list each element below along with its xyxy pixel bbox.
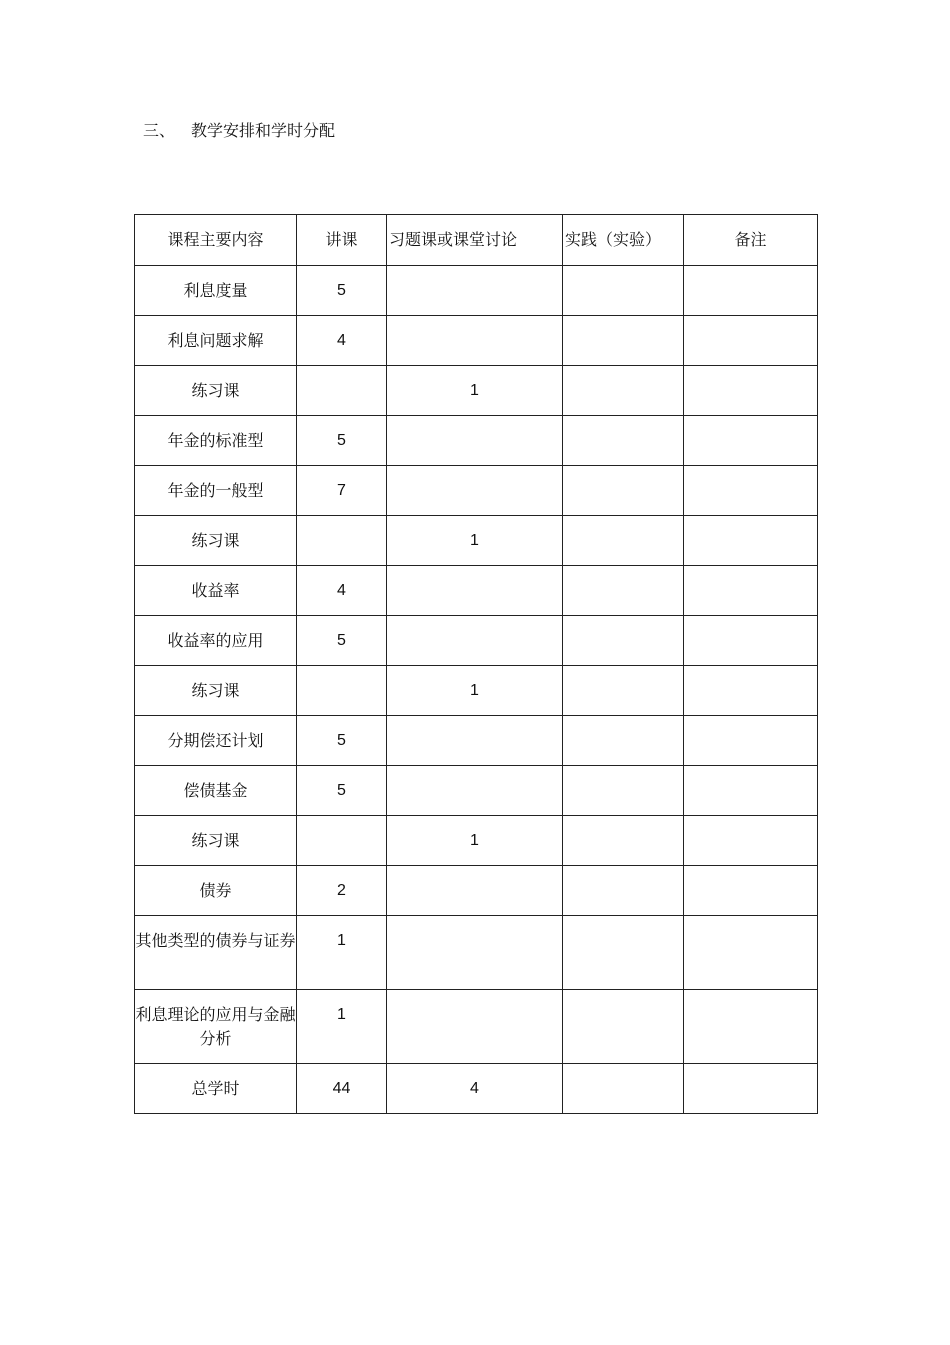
cell-lecture: 44 [297, 1064, 387, 1114]
table-row [135, 516, 818, 566]
cell-exercise [387, 766, 563, 816]
table-row [135, 816, 818, 866]
cell-content: 利息理论的应用与金融分析 [135, 990, 297, 1064]
cell-notes [684, 566, 818, 616]
cell-exercise: 1 [387, 816, 563, 866]
cell-content: 债券 [135, 866, 297, 916]
cell-practice [563, 666, 684, 716]
table-row [135, 666, 818, 716]
cell-lecture [297, 516, 387, 566]
cell-exercise [387, 716, 563, 766]
cell-notes [684, 916, 818, 990]
cell-notes [684, 616, 818, 666]
cell-practice [563, 766, 684, 816]
cell-content: 分期偿还计划 [135, 716, 297, 766]
cell-notes [684, 816, 818, 866]
cell-notes [684, 516, 818, 566]
header-notes: 备注 [684, 215, 818, 266]
table-row [135, 916, 818, 990]
table-row [135, 466, 818, 516]
cell-notes [684, 766, 818, 816]
table-row [135, 866, 818, 916]
cell-content: 利息问题求解 [135, 316, 297, 366]
cell-lecture: 5 [297, 416, 387, 466]
cell-exercise [387, 616, 563, 666]
cell-lecture: 4 [297, 566, 387, 616]
cell-practice [563, 516, 684, 566]
cell-practice [563, 816, 684, 866]
table-row [135, 566, 818, 616]
cell-exercise: 1 [387, 666, 563, 716]
cell-notes [684, 866, 818, 916]
header-practice: 实践（实验） [563, 215, 684, 266]
cell-notes [684, 266, 818, 316]
cell-notes [684, 366, 818, 416]
cell-exercise: 1 [387, 366, 563, 416]
cell-notes [684, 716, 818, 766]
cell-practice [563, 916, 684, 990]
cell-lecture: 7 [297, 466, 387, 516]
cell-lecture [297, 816, 387, 866]
table-row [135, 716, 818, 766]
cell-notes [684, 666, 818, 716]
cell-content: 练习课 [135, 666, 297, 716]
schedule-table [134, 214, 818, 1114]
table-row [135, 366, 818, 416]
cell-practice [563, 466, 684, 516]
table-row [135, 616, 818, 666]
cell-content: 收益率 [135, 566, 297, 616]
cell-exercise [387, 866, 563, 916]
cell-lecture: 5 [297, 766, 387, 816]
cell-content: 总学时 [135, 1064, 297, 1114]
cell-practice [563, 716, 684, 766]
table-row [135, 316, 818, 366]
section-heading [143, 118, 335, 141]
cell-content: 利息度量 [135, 266, 297, 316]
table-row [135, 990, 818, 1064]
cell-content: 偿债基金 [135, 766, 297, 816]
cell-notes [684, 416, 818, 466]
cell-lecture [297, 666, 387, 716]
cell-notes [684, 316, 818, 366]
table-row [135, 416, 818, 466]
cell-practice [563, 266, 684, 316]
table-row [135, 266, 818, 316]
cell-practice [563, 316, 684, 366]
cell-content: 练习课 [135, 516, 297, 566]
cell-lecture: 5 [297, 266, 387, 316]
cell-lecture: 5 [297, 616, 387, 666]
cell-practice [563, 616, 684, 666]
cell-lecture: 4 [297, 316, 387, 366]
cell-exercise [387, 990, 563, 1064]
table-row [135, 1064, 818, 1114]
header-content: 课程主要内容 [135, 215, 297, 266]
cell-lecture: 2 [297, 866, 387, 916]
cell-content: 收益率的应用 [135, 616, 297, 666]
cell-content: 其他类型的债券与证券 [135, 916, 297, 990]
cell-content: 练习课 [135, 816, 297, 866]
cell-practice [563, 566, 684, 616]
cell-notes [684, 466, 818, 516]
cell-lecture: 5 [297, 716, 387, 766]
table-header-row [135, 215, 818, 266]
cell-notes [684, 990, 818, 1064]
header-exercise: 习题课或课堂讨论 [387, 215, 563, 266]
header-lecture: 讲课 [297, 215, 387, 266]
cell-lecture: 1 [297, 990, 387, 1064]
cell-practice [563, 866, 684, 916]
cell-practice [563, 1064, 684, 1114]
table-row [135, 766, 818, 816]
cell-exercise: 4 [387, 1064, 563, 1114]
cell-content: 年金的标准型 [135, 416, 297, 466]
cell-exercise [387, 316, 563, 366]
cell-exercise [387, 266, 563, 316]
cell-notes [684, 1064, 818, 1114]
cell-practice [563, 990, 684, 1064]
section-title: 教学安排和学时分配 [191, 121, 336, 140]
cell-exercise [387, 916, 563, 990]
cell-exercise [387, 416, 563, 466]
section-number: 三、 [143, 121, 176, 140]
cell-practice [563, 416, 684, 466]
cell-exercise [387, 466, 563, 516]
cell-practice [563, 366, 684, 416]
cell-content: 练习课 [135, 366, 297, 416]
cell-lecture: 1 [297, 916, 387, 990]
cell-lecture [297, 366, 387, 416]
cell-exercise: 1 [387, 516, 563, 566]
cell-exercise [387, 566, 563, 616]
cell-content: 年金的一般型 [135, 466, 297, 516]
